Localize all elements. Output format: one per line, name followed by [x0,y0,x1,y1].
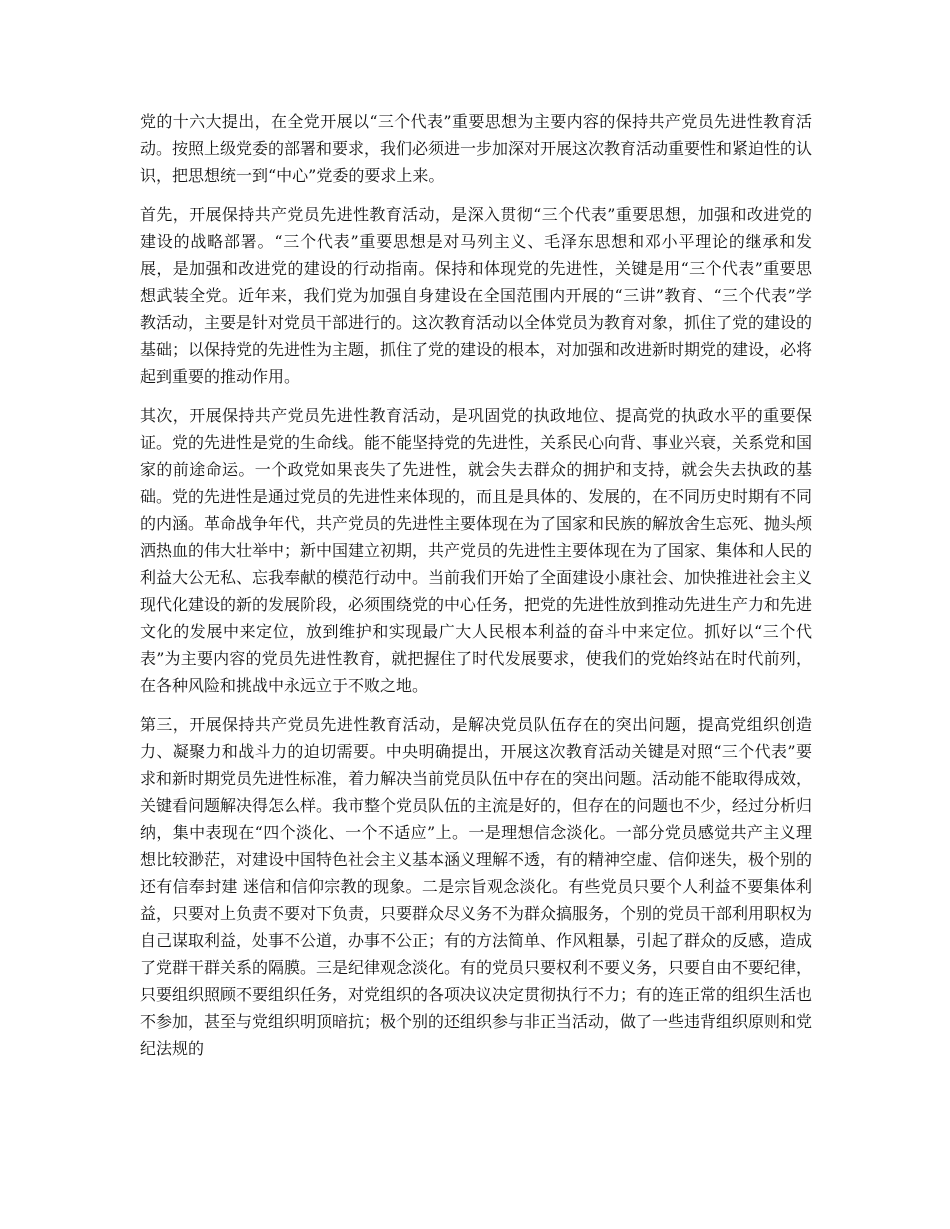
paragraph-second-point: 其次，开展保持共产党员先进性教育活动，是巩固党的执政地位、提高党的执政水平的重要保证。党的先进性是党的生命线。能不能坚持党的先进性，关系民心向背、事业兴衰，关系党和国家的前途命运。一个政党如果丧失了先进性，就会失去群众的拥护和支持，就会失去执政的基础。党的先进性是通过党员的先进性来体现的，而且是具体的、发展的，在不同历史时期有不同的内涵。革命战争年代，共产党员的先进性主要体现在为了国家和民族的解放舍生忘死、抛头颅洒热血的伟大壮举中；新中国建立初期，共产党员的先进性主要体现在为了国家、集体和人民的利益大公无私、忘我奉献的模范行动中。当前我们开始了全面建设小康社会、加快推进社会主义现代化建设的新的发展阶段，必须围绕党的中心任务，把党的先进性放到推动先进生产力和先进文化的发展中来定位，放到维护和实现最广大人民根本利益的奋斗中来定位。抓好以“三个代表”为主要内容的党员先进性教育，就把握住了时代发展要求，使我们的党始终站在时代前列，在各种风险和挑战中永远立于不败之地。 [140,406,813,695]
paragraph-third-point: 第三，开展保持共产党员先进性教育活动，是解决党员队伍存在的突出问题，提高党组织创造力、凝聚力和战斗力的迫切需要。中央明确提出，开展这次教育活动关键是对照“三个代表”要求和新时期党员先进性标准，着力解决当前党员队伍中存在的突出问题。活动能不能取得成效，关键看问题解决得怎么样。我市整个党员队伍的主流是好的，但存在的问题也不少，经过分析归纳，集中表现在“四个淡化、一个不适应”上。一是理想信念淡化。一部分党员感觉共产主义理想比较渺茫，对建设中国特色社会主义基本涵义理解不透，有的精神空虚、信仰迷失，极个别的还有信奉封建 迷信和信仰宗教的现象。二是宗旨观念淡化。有些党员只要个人利益不要集体利益，只要对上负责不要对下负责，只要群众尽义务不为群众搞服务，个别的党员干部利用职权为自己谋取利益，处事不公道，办事不公正；有的方法简单、作风粗暴，引起了群众的反感，造成了党群干群关系的隔膜。三是纪律观念淡化。有的党员只要权利不要义务，只要自由不要纪律，只要组织照顾不要组织任务，对党组织的各项决议决定贯彻执行不力；有的连正常的组织生活也不参加，甚至与党组织明顶暗抗；极个别的还组织参与非正当活动，做了一些违背组织原则和党纪法规的 [140,715,813,1058]
paragraph-intro: 党的十六大提出，在全党开展以“三个代表”重要思想为主要内容的保持共产党员先进性教育活动。按照上级党委的部署和要求，我们必须进一步加深对开展这次教育活动重要性和紧迫性的认识，把思想统一到“中心”党委的要求上来。 [140,112,813,185]
paragraph-first-point: 首先，开展保持共产党员先进性教育活动，是深入贯彻“三个代表”重要思想，加强和改进党的建设的战略部署。“三个代表”重要思想是对马列主义、毛泽东思想和邓小平理论的继承和发展，是加强和改进党的建设的行动指南。保持和体现党的先进性，关键是用“三个代表”重要思想武装全党。近年来，我们党为加强自身建设在全国范围内开展的“三讲”教育、“三个代表”学教活动，主要是针对党员干部进行的。这次教育活动以全体党员为教育对象，抓住了党的建设的基础；以保持党的先进性为主题，抓住了党的建设的根本，对加强和改进新时期党的建设，必将起到重要的推动作用。 [140,205,813,386]
document-page [140,108,812,1074]
